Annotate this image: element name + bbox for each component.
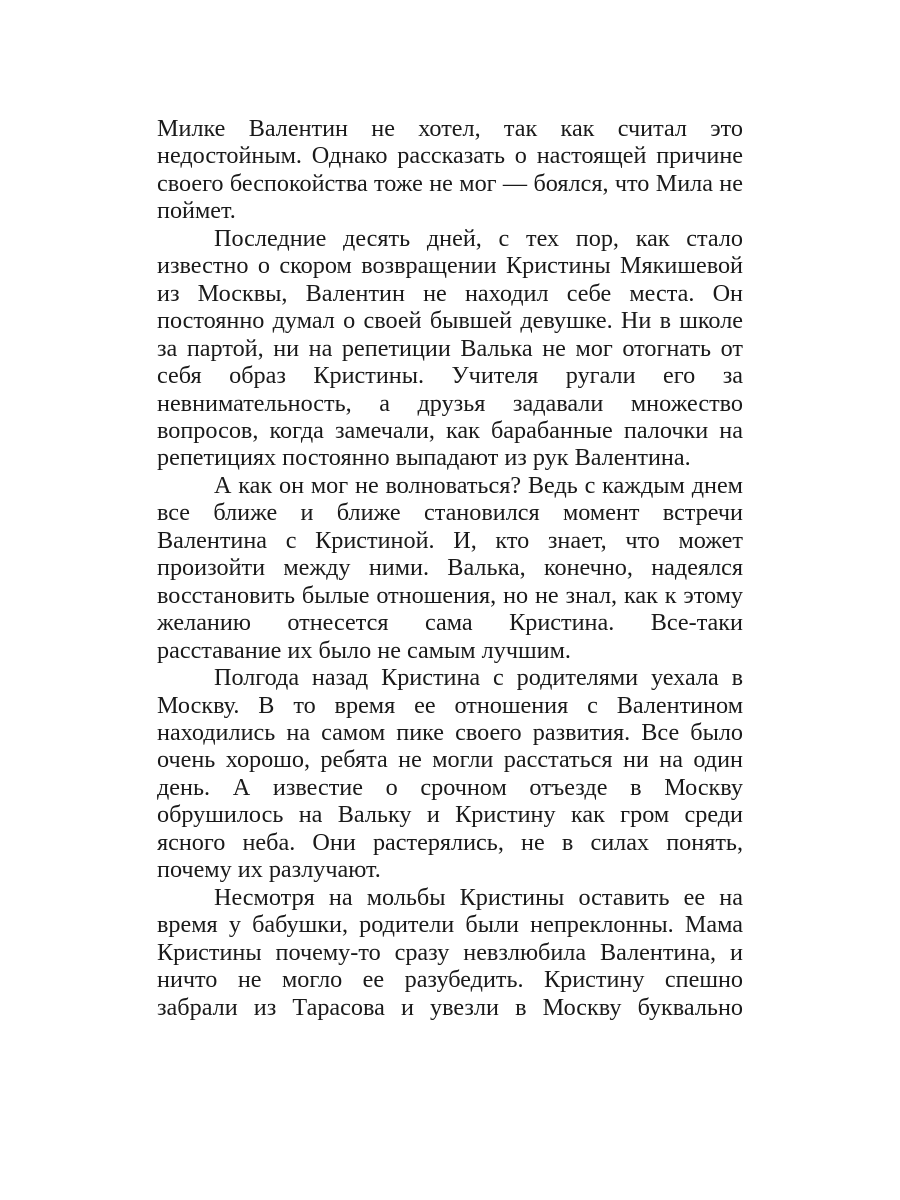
page-text [157, 115, 743, 1021]
paragraph-1: Милке Валентин не хотел, так как считал это недостойным. Однако рассказать о настоящей причине своего беспокойства тоже не мог — боялся, что Мила не поймет. [157, 115, 743, 225]
paragraph-4: Полгода назад Кристина с родителями уехала в Москву. В то время ее отношения с Валентином находились на самом пике своего развития. Все было очень хорошо, ребята не могли расстаться ни на один день. А известие о срочном отъезде в Москву обрушилось на Вальку и Кристину как гром среди ясного неба. Они растерялись, не в силах понять, почему их разлучают. [157, 664, 743, 884]
paragraph-2: Последние десять дней, с тех пор, как стало известно о скором возвращении Кристины Мякишевой из Москвы, Валентин не находил себе места. Он постоянно думал о своей бывшей девушке. Ни в школе за партой, ни на репетиции Валька не мог отогнать от себя образ Кристины. Учителя ругали его за невнимательность, а друзья задавали множество вопросов, когда замечали, как барабанные палочки на репетициях постоянно выпадают из рук Валентина. [157, 224, 743, 472]
paragraph-3: А как он мог не волноваться? Ведь с каждым днем все ближе и ближе становился момент встречи Валентина с Кристиной. И, кто знает, что может произойти между ними. Валька, конечно, надеялся восстановить былые отношения, но не знал, как к этому желанию отнесется сама Кристина. Все-таки расставание их было не самым лучшим. [157, 471, 743, 664]
paragraph-5: Несмотря на мольбы Кристины оставить ее на время у бабушки, родители были непреклонны. Мама Кристины почему-то сразу невзлюбила Валентина, и ничто не могло ее разубедить. Кристину спешно забрали из Тарасова и увезли в Москву буквально [157, 883, 743, 1021]
